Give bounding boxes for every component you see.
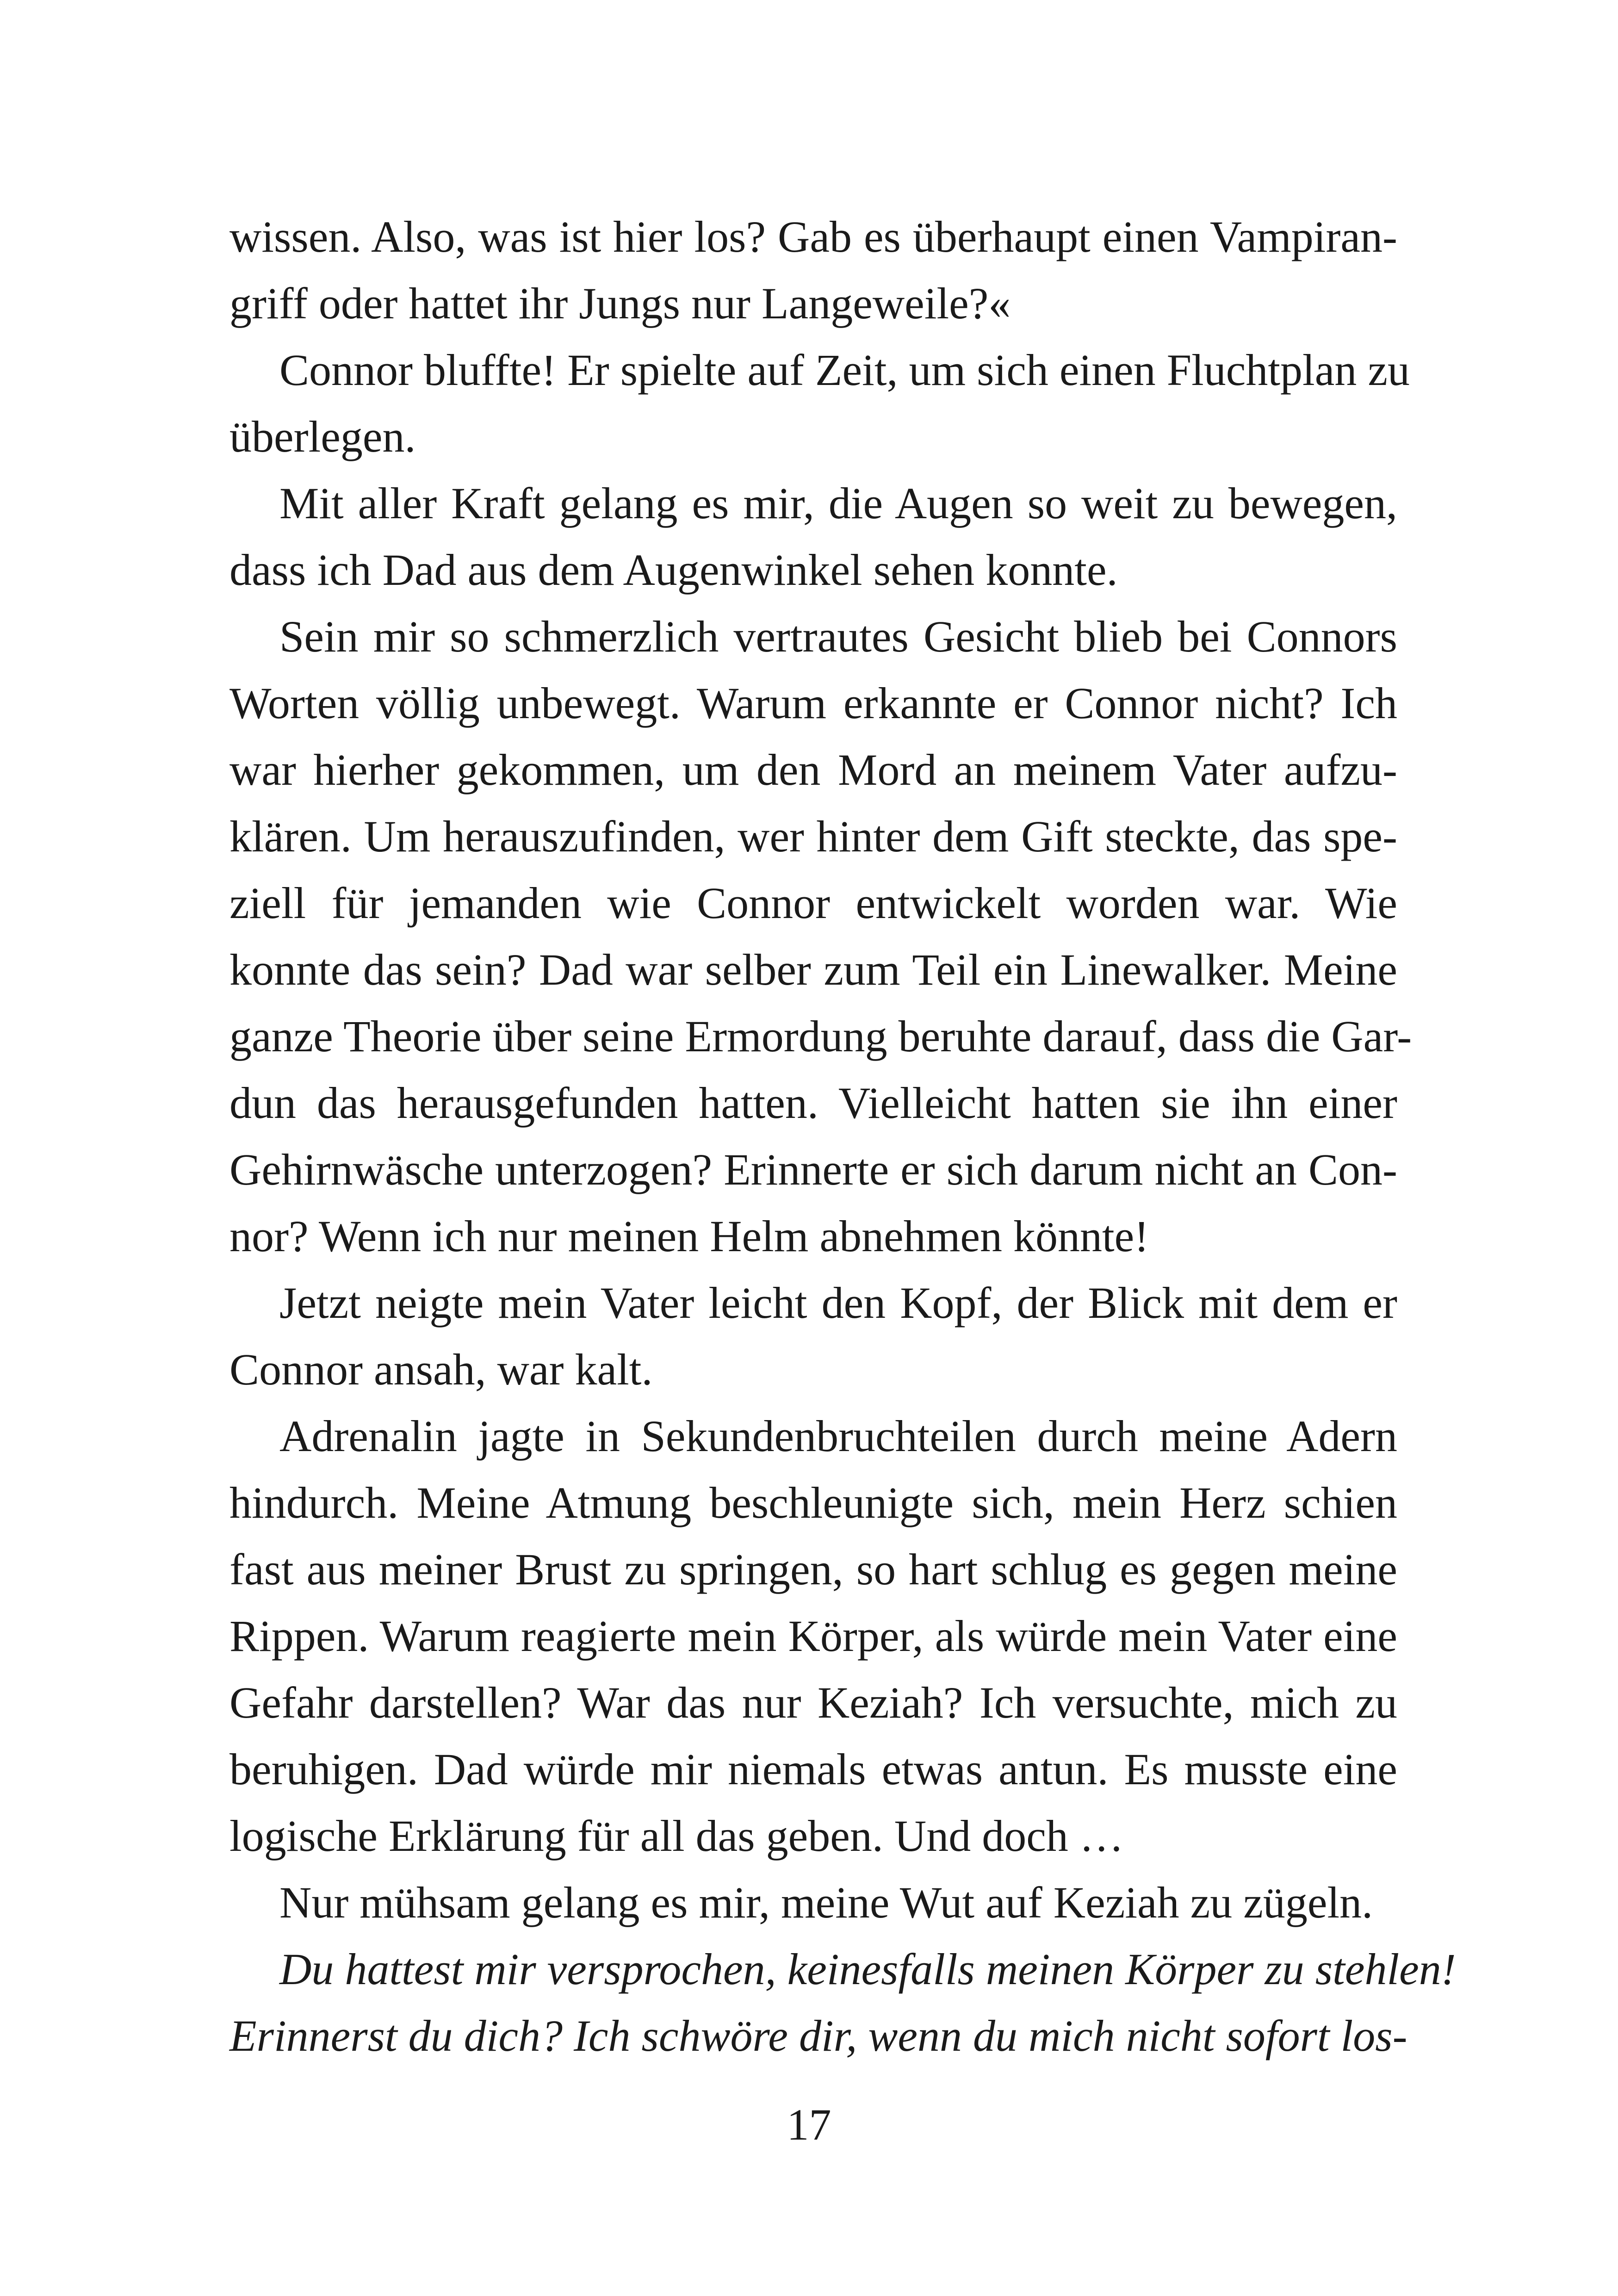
page-number: 17 bbox=[787, 2100, 831, 2149]
text-line: ganze Theorie über seine Ermordung beruhte darauf, dass die Gar- bbox=[229, 1011, 1412, 1061]
text-line: Sein mir so schmerzlich vertrautes Gesicht blieb bei Connors bbox=[279, 612, 1397, 661]
body-text bbox=[229, 204, 1456, 2069]
text-line: Rippen. Warum reagierte mein Körper, als würde mein Vater eine bbox=[229, 1611, 1397, 1661]
text-line: Jetzt neigte mein Vater leicht den Kopf, der Blick mit dem er bbox=[279, 1278, 1397, 1328]
text-line: Worten völlig unbewegt. Warum erkannte er Connor nicht? Ich bbox=[229, 678, 1397, 728]
text-line: Erinnerst du dich? Ich schwöre dir, wenn du mich nicht sofort los- bbox=[229, 2011, 1407, 2060]
text-line: griff oder hattet ihr Jungs nur Langeweile?« bbox=[229, 279, 1011, 328]
text-line: Gehirnwäsche unterzogen? Erinnerte er sich darum nicht an Con- bbox=[229, 1145, 1397, 1194]
text-line: dass ich Dad aus dem Augenwinkel sehen konnte. bbox=[229, 545, 1118, 595]
text-line: konnte das sein? Dad war selber zum Teil ein Linewalker. Meine bbox=[229, 945, 1397, 994]
text-line: hindurch. Meine Atmung beschleunigte sich, mein Herz schien bbox=[229, 1478, 1397, 1527]
text-line: logische Erklärung für all das geben. Und doch … bbox=[229, 1811, 1124, 1861]
text-line: überlegen. bbox=[229, 412, 416, 461]
text-line: Connor ansah, war kalt. bbox=[229, 1345, 653, 1394]
text-line: Du hattest mir versprochen, keinesfalls meinen Körper zu stehlen! bbox=[279, 1944, 1456, 1994]
text-line: ziell für jemanden wie Connor entwickelt worden war. Wie bbox=[229, 878, 1397, 928]
text-line: beruhigen. Dad würde mir niemals etwas antun. Es musste eine bbox=[229, 1744, 1397, 1794]
text-line: fast aus meiner Brust zu springen, so hart schlug es gegen meine bbox=[229, 1545, 1397, 1594]
text-line: war hierher gekommen, um den Mord an meinem Vater aufzu- bbox=[229, 745, 1397, 794]
text-line: Connor bluffte! Er spielte auf Zeit, um sich einen Fluchtplan zu bbox=[279, 345, 1410, 395]
text-line: nor? Wenn ich nur meinen Helm abnehmen könnte! bbox=[229, 1211, 1149, 1261]
text-line: Gefahr darstellen? War das nur Keziah? Ich versuchte, mich zu bbox=[229, 1678, 1397, 1727]
text-line: klären. Um herauszufinden, wer hinter dem Gift steckte, das spe- bbox=[229, 812, 1397, 861]
text-line: Nur mühsam gelang es mir, meine Wut auf Keziah zu zügeln. bbox=[279, 1878, 1373, 1927]
text-line: wissen. Also, was ist hier los? Gab es überhaupt einen Vampiran- bbox=[229, 212, 1397, 261]
text-line: dun das herausgefunden hatten. Vielleicht hatten sie ihn einer bbox=[229, 1078, 1397, 1128]
text-line: Adrenalin jagte in Sekundenbruchteilen durch meine Adern bbox=[279, 1411, 1397, 1461]
text-line: Mit aller Kraft gelang es mir, die Augen so weit zu bewegen, bbox=[279, 478, 1397, 528]
